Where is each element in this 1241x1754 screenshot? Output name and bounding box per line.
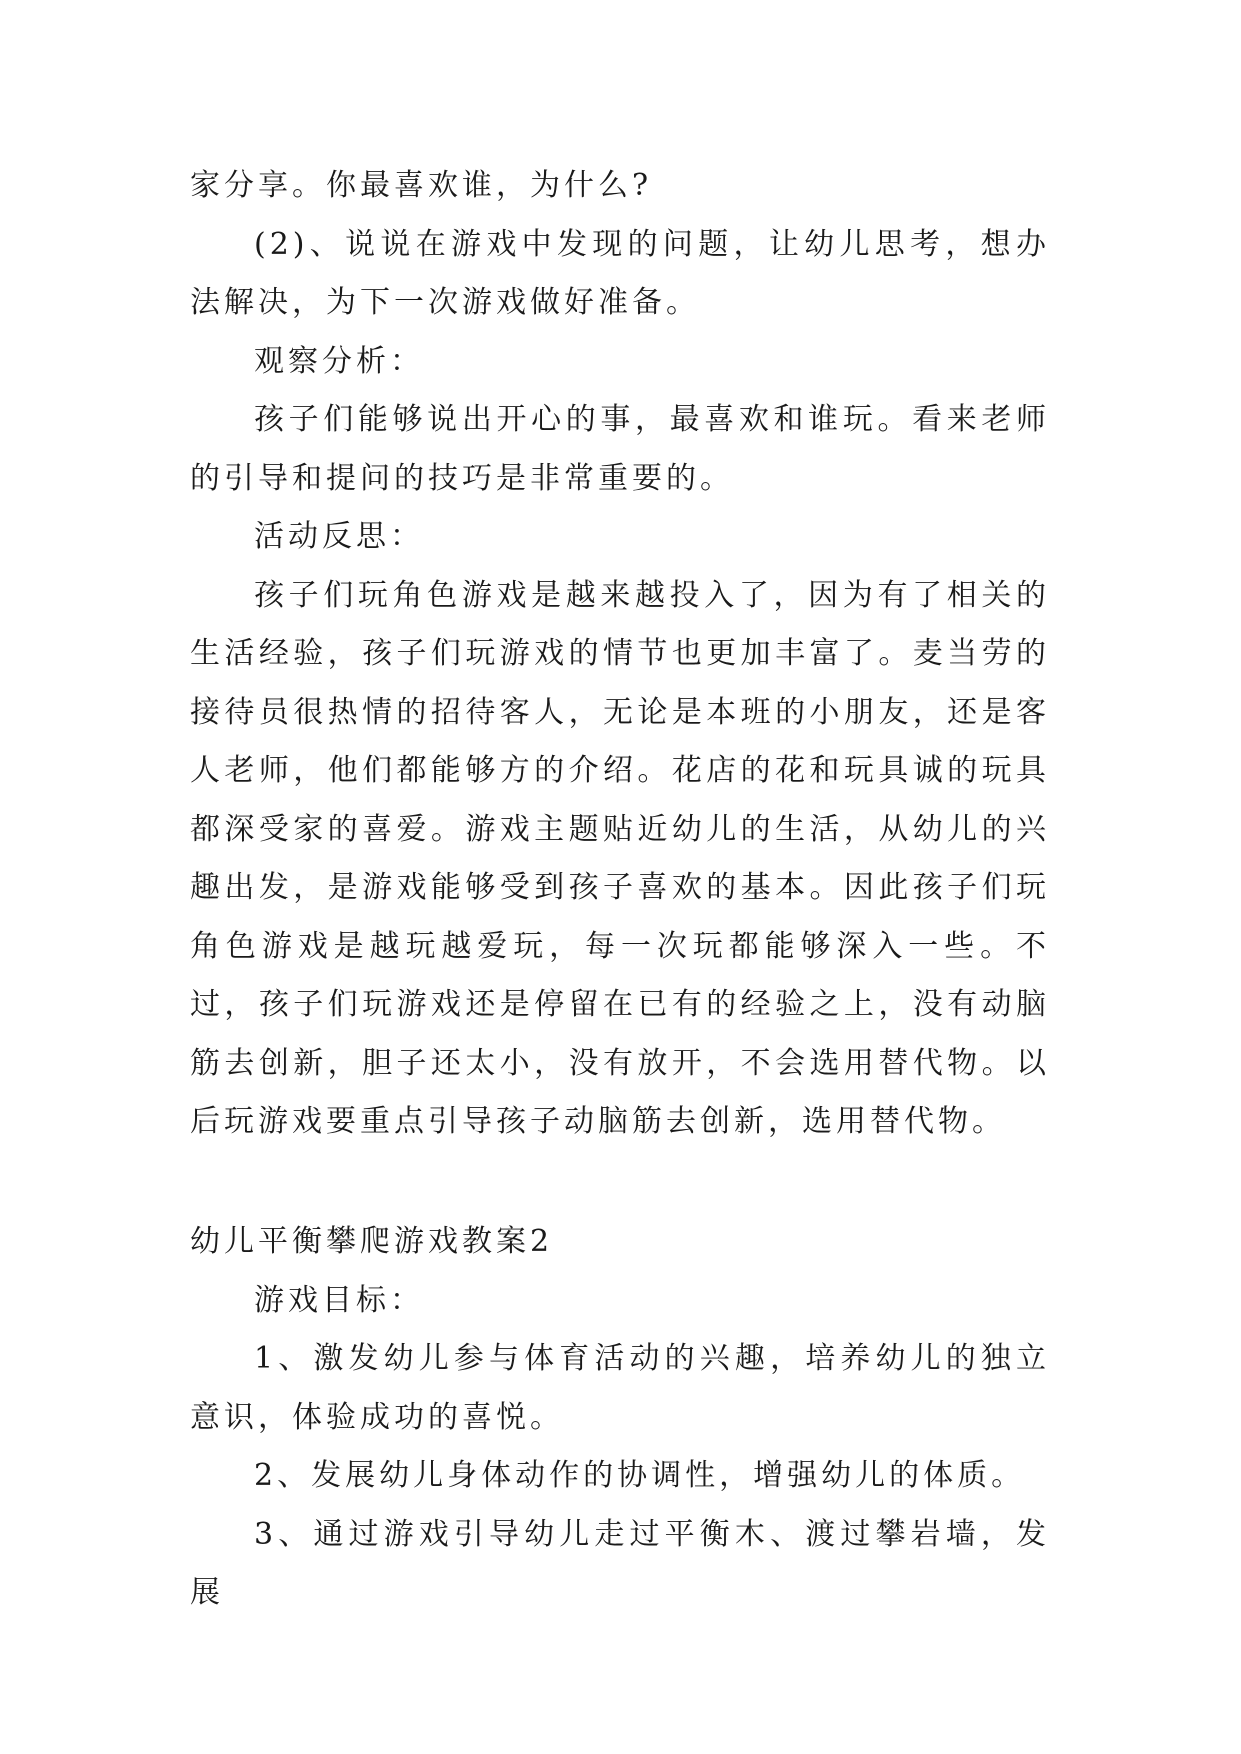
subheading-reflection: 活动反思： [254,519,424,554]
subheading-game-goals: 游戏目标： [254,1282,424,1318]
section-activity-reflection [190,157,1050,1152]
paragraph: 孩子们能够说出开心的事，最喜欢和谁玩。看来老师的引导和提问的技巧是非常重要的。 [190,402,1050,496]
paragraph: 家分享。你最喜欢谁，为什么? [190,168,653,203]
list-item: 1、激发幼儿参与体育活动的兴趣，培养幼儿的独立意识，体验成功的喜悦。 [190,1341,1050,1435]
list-item: 3、通过游戏引导幼儿走过平衡木、渡过攀岩墙，发展 [190,1516,1050,1610]
list-item: 2、发展幼儿身体动作的协调性，增强幼儿的体质。 [254,1458,1026,1493]
subheading-observation: 观察分析： [254,343,424,379]
section-balance-climbing-plan [190,1213,1050,1623]
paragraph: (2)、说说在游戏中发现的问题，让幼儿思考，想办法解决，为下一次游戏做好准备。 [190,226,1050,320]
paragraph: 孩子们玩角色游戏是越来越投入了，因为有了相关的生活经验，孩子们玩游戏的情节也更加丰富了。麦当劳的接待员很热情的招待客人，无论是本班的小朋友，还是客人老师，他们都能够方的介绍。花店的花和玩具诚的玩具都深受家的喜爱。游戏主题贴近幼儿的生活，从幼儿的兴趣出发，是游戏能够受到孩子喜欢的基本。因此孩子们玩角色游戏是越玩越爱玩，每一次玩都能够深入一些。不过，孩子们玩游戏还是停留在已有的经验之上，没有动脑筋去创新，胆子还太小，没有放开，不会选用替代物。以后玩游戏要重点引导孩子动脑筋去创新，选用替代物。 [190,577,1050,1139]
section-title: 幼儿平衡攀爬游戏教案2 [190,1224,554,1259]
